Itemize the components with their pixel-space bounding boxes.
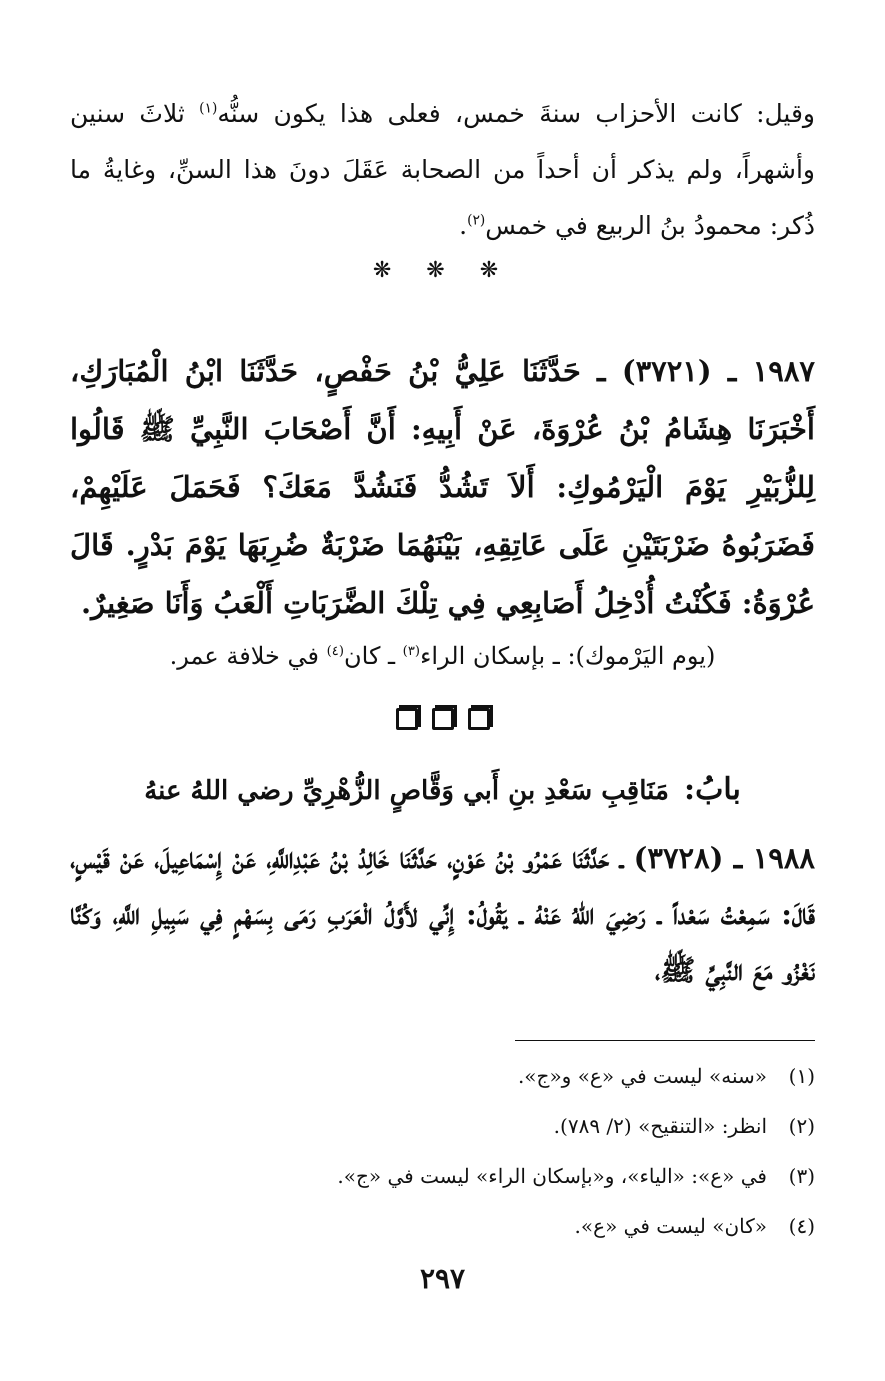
footnote-ref-3[interactable]: (٣) xyxy=(402,644,421,659)
footnote-number: (٤) xyxy=(788,1214,815,1238)
chapter-prefix: بابُ: xyxy=(684,772,741,807)
yarmouk-note xyxy=(70,636,815,676)
intro-text-part1: وقيل: كانت الأحزاب سنةَ خمس، فعلى هذا يكون سنُّه xyxy=(217,99,815,128)
footnote-item xyxy=(70,1108,815,1158)
footnote-text: في «ع»: «الياء»، و«بإسكان الراء» ليست في «ج». xyxy=(337,1164,767,1188)
yarmouk-note-part1: (يوم اليَرْموك): ـ بإسكان الراء xyxy=(420,642,716,670)
separator-box-icon xyxy=(432,708,454,730)
intro-text-part2: ثلاثَ سنين وأشهراً، ولم يذكر أن أحداً من الصحابة عَقَلَ دونَ هذا السنِّ، وغايةُ ما ذُكر: محمودُ بنُ الربيع في خمس xyxy=(70,99,815,240)
footnote-divider xyxy=(515,1040,815,1041)
section-separator-stars: ❋ ❋ ❋ xyxy=(372,258,513,283)
footnote-number: (٣) xyxy=(788,1164,815,1188)
footnote-item xyxy=(70,1158,815,1208)
footnote-ref-4[interactable]: (٤) xyxy=(326,644,344,659)
yarmouk-note-part3: في خلافة عمر. xyxy=(169,642,327,670)
separator-box-icon xyxy=(396,708,418,730)
footnotes-list xyxy=(70,1058,815,1258)
footnote-text: انظر: «التنقيح» (٢/ ٧٨٩). xyxy=(553,1114,767,1138)
footnote-item xyxy=(70,1208,815,1258)
page-number: ٢٩٧ xyxy=(419,1262,466,1295)
footnote-item xyxy=(70,1058,815,1108)
hadith-1988: ١٩٨٨ ـ (٣٧٢٨) ـ حَدَّثَنَا عَمْرُو بْنُ عَوْنٍ، حَدَّثَنَا خَالِدُ بْنُ عَبْدِاللَّهِ، عَنْ إِسْمَاعِيلَ، عَنْ قَيْسٍ، قَالَ: سَمِعْتُ سَعْداً ـ رَضِيَ اللهُ عَنْهُ ـ يَقُولُ: إِنِّي لأَوَّلُ الْعَرَبِ رَمَى بِسَهْمٍ فِي سَبِيلِ اللَّهِ، وَكُنَّا نَغْزُو مَعَ النَّبِيِّ ﷺ، xyxy=(70,841,815,987)
intro-text-part3: . xyxy=(459,211,468,240)
chapter-heading xyxy=(0,768,885,813)
chapter-title: مَنَاقِبِ سَعْدِ بنِ أَبي وَقَّاصٍ الزُّهْرِيِّ رضي اللهُ عنهُ xyxy=(144,776,669,806)
footnote-text: «سنه» ليست في «ع» و«ج». xyxy=(517,1064,767,1088)
section-separator-boxes xyxy=(0,708,885,730)
footnote-ref-1[interactable]: (١) xyxy=(199,100,218,117)
yarmouk-note-part2: ـ كان xyxy=(344,642,403,670)
footnote-text: «كان» ليست في «ع». xyxy=(574,1214,767,1238)
intro-paragraph xyxy=(70,86,815,254)
footnote-ref-2[interactable]: (٢) xyxy=(467,212,486,229)
footnote-number: (١) xyxy=(788,1064,815,1088)
footnote-number: (٢) xyxy=(788,1114,815,1138)
hadith-1987: ١٩٨٧ ـ (٣٧٢١) ـ حَدَّثَنَا عَلِيُّ بْنُ حَفْصٍ، حَدَّثَنَا ابْنُ الْمُبَارَكِ، أَخْبَرَنَا هِشَامُ بْنُ عُرْوَةَ، عَنْ أَبِيهِ: أَنَّ أَصْحَابَ النَّبِيِّ ﷺ قَالُوا لِلزُّبَيْرِ يَوْمَ الْيَرْمُوكِ: أَلاَ تَشُدُّ فَنَشُدَّ مَعَكَ؟ فَحَمَلَ عَلَيْهِمْ، فَضَرَبُوهُ ضَرْبَتَيْنِ عَلَى عَاتِقِهِ، بَيْنَهُمَا ضَرْبَةٌ ضُرِبَهَا يَوْمَ بَدْرٍ. قَالَ عُرْوَةُ: فَكُنْتُ أُدْخِلُ أَصَابِعِي فِي تِلْكَ الضَّرَبَاتِ أَلْعَبُ وَأَنَا صَغِيرٌ. xyxy=(70,354,815,620)
separator-box-icon xyxy=(468,708,490,730)
